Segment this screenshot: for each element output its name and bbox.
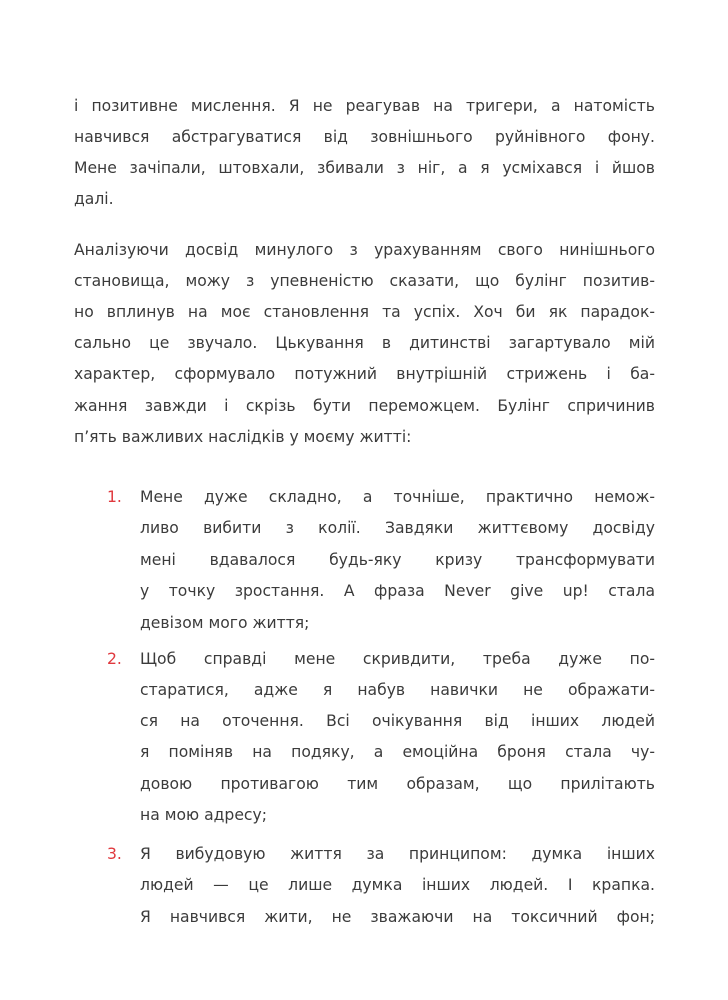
text-line: старатися, адже я набув навички не ображати- <box>140 681 655 699</box>
text-line: далі. <box>74 190 114 208</box>
text-line: ливо вибити з колії. Завдяки життєвому досвіду <box>140 519 655 537</box>
text-line: сально це звучало. Цькування в дитинстві загартувало мій <box>74 334 655 352</box>
text-line: Мене дуже складно, а точніше, практично немож- <box>140 488 655 506</box>
text-line: п’ять важливих наслідків у моєму житті: <box>74 428 412 446</box>
text-line: і позитивне мислення. Я не реагував на тригери, а натомість <box>74 97 655 115</box>
text-line: характер, сформувало потужний внутрішній стрижень і ба- <box>74 365 655 383</box>
text-line: жання завжди і скрізь бути переможцем. Булінг спричинив <box>74 397 655 415</box>
text-line: мені вдавалося будь-яку кризу трансформувати <box>140 551 655 569</box>
text-line: у точку зростання. А фраза Never give up! стала <box>140 582 655 600</box>
text-line: Я вибудовую життя за принципом: думка інших <box>140 845 655 863</box>
text-line: становища, можу з упевненістю сказати, що булінг позитив- <box>74 272 655 290</box>
list-number: 2. <box>107 650 122 668</box>
text-line: но вплинув на моє становлення та успіх. Хоч би як парадок- <box>74 303 655 321</box>
text-line: Аналізуючи досвід минулого з урахуванням свого нинішнього <box>74 241 655 259</box>
text-line: людей — це лише думка інших людей. І крапка. <box>140 876 655 894</box>
text-line: Мене зачіпали, штовхали, збивали з ніг, а я усміхався і йшов <box>74 159 655 177</box>
text-line: Щоб справді мене скривдити, треба дуже по- <box>140 650 655 668</box>
text-line: Я навчився жити, не зважаючи на токсичний фон; <box>140 908 655 926</box>
list-number: 3. <box>107 845 122 863</box>
list-number: 1. <box>107 488 122 506</box>
text-line: девізом мого життя; <box>140 614 310 632</box>
text-line: на мою адресу; <box>140 806 267 824</box>
text-line: ся на оточення. Всі очікування від інших людей <box>140 712 655 730</box>
text-line: навчився абстрагуватися від зовнішнього руйнівного фону. <box>74 128 655 146</box>
text-line: я поміняв на подяку, а емоційна броня стала чу- <box>140 743 655 761</box>
text-line: довою противагою тим образам, що прилітають <box>140 775 655 793</box>
